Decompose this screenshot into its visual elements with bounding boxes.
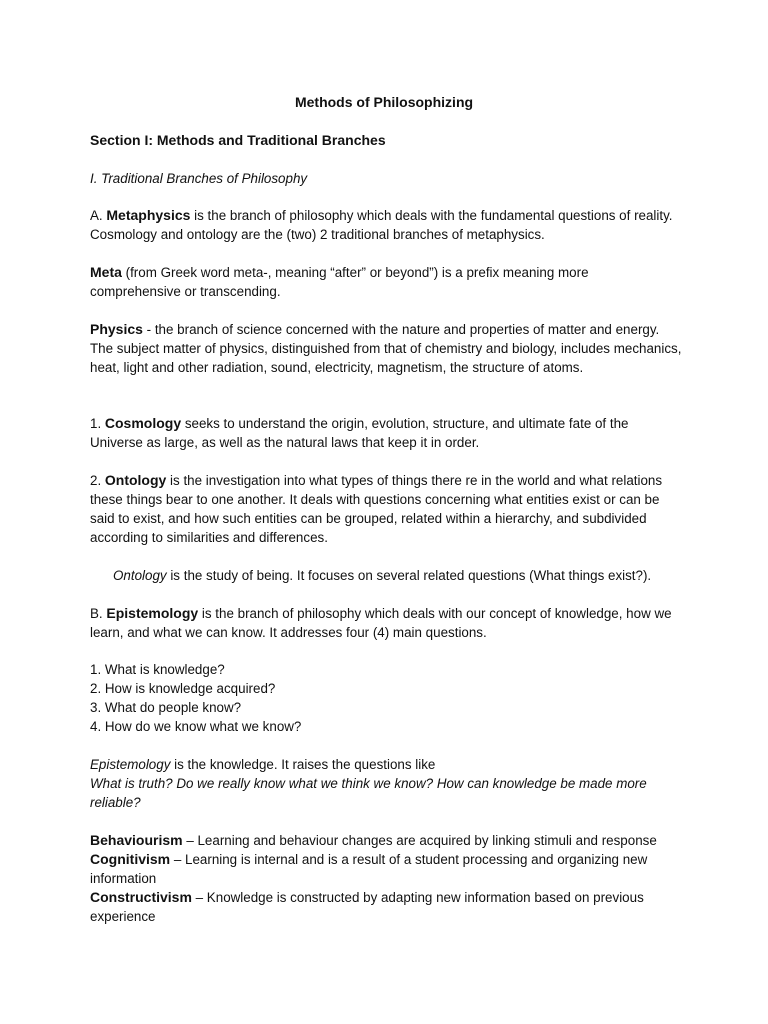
cosmology-prefix: 1. — [90, 416, 105, 431]
ontology-note — [113, 566, 683, 585]
list-item: 4. How do we know what we know? — [90, 719, 302, 734]
question-list — [90, 660, 682, 736]
epistemology-term: Epistemology — [106, 605, 199, 621]
metaphysics-term: Metaphysics — [106, 207, 191, 223]
epistemology-prefix: B. — [90, 606, 107, 621]
meta-paragraph — [90, 263, 682, 301]
physics-paragraph — [90, 320, 682, 377]
epistemology-note — [90, 755, 682, 812]
ontology-paragraph — [90, 471, 682, 547]
subheading: I. Traditional Branches of Philosophy — [90, 171, 308, 186]
metaphysics-text: is the branch of philosophy which deals with the fundamental questions of reality. Cosmology and ontology are the (two) 2 traditional branches of metaphysics. — [90, 208, 673, 242]
theories-list — [90, 831, 682, 926]
theory-term: Cognitivism — [90, 851, 171, 867]
ontology-note-term: Ontology — [113, 568, 167, 583]
theory-term: Behaviourism — [90, 832, 183, 848]
document-title: Methods of Philosophizing — [294, 94, 474, 110]
theory-constructivism — [90, 888, 682, 926]
cosmology-paragraph — [90, 414, 682, 452]
epistemology-questions: What is truth? Do we really know what we think we know? How can knowledge be made more reliable? — [90, 776, 647, 810]
epistemology-text: is the branch of philosophy which deals with our concept of knowledge, how we learn, and what we can know. It addresses four (4) main questions. — [90, 606, 672, 640]
section-heading: Section I: Methods and Traditional Branches — [90, 132, 386, 148]
metaphysics-paragraph — [90, 206, 682, 244]
meta-text: (from Greek word meta-, meaning “after” or beyond”) is a prefix meaning more comprehensive or transcending. — [90, 265, 589, 299]
theory-text: – Learning is internal and is a result of a student processing and organizing new information — [90, 852, 648, 886]
ontology-text: is the investigation into what types of things there re in the world and what relations these things bear to one another. It deals with questions concerning what entities exist or can be said to exist, and how such entities can be grouped, related within a hierarchy, and subdivided according to similarities and differences. — [90, 473, 663, 545]
metaphysics-prefix: A. — [90, 208, 107, 223]
list-item: 1. What is knowledge? — [90, 662, 225, 677]
theory-text: – Learning and behaviour changes are acquired by linking stimuli and response — [182, 833, 657, 848]
physics-term: Physics — [90, 321, 143, 337]
cosmology-term: Cosmology — [104, 415, 182, 431]
theory-cognitivism — [90, 850, 682, 888]
epistemology-paragraph — [90, 604, 682, 642]
physics-text: - the branch of science concerned with the nature and properties of matter and energy. The subject matter of physics, distinguished from that of chemistry and biology, includes mechanics, heat, light and other radiation, sound, electricity, magnetism, the structure of atoms. — [90, 322, 682, 375]
theory-term: Constructivism — [90, 889, 192, 905]
meta-term: Meta — [90, 264, 122, 280]
ontology-note-text: is the study of being. It focuses on several related questions (What things exist?). — [166, 568, 652, 583]
theory-behaviourism — [90, 831, 682, 850]
epistemology-note-line — [90, 755, 682, 774]
ontology-term: Ontology — [104, 472, 167, 488]
cosmology-text: seeks to understand the origin, evolution, structure, and ultimate fate of the Universe as large, as well as the natural laws that keep it in order. — [90, 416, 629, 450]
ontology-prefix: 2. — [90, 473, 105, 488]
list-item: 2. How is knowledge acquired? — [90, 681, 276, 696]
theory-text: – Knowledge is constructed by adapting new information based on previous experience — [90, 890, 644, 924]
epistemology-note-term: Epistemology — [90, 757, 171, 772]
list-item: 3. What do people know? — [90, 700, 242, 715]
epistemology-note-text: is the knowledge. It raises the questions like — [170, 757, 436, 772]
